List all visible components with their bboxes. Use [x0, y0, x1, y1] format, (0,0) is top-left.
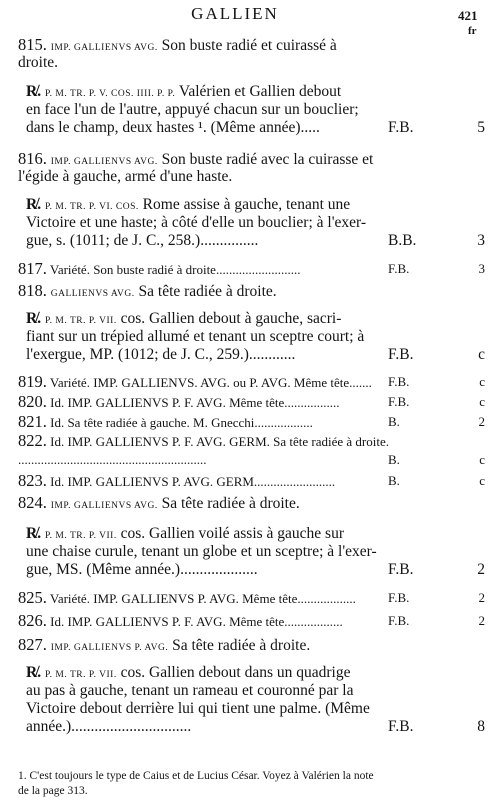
description-text: .......................................................... — [18, 452, 207, 467]
rarity-column — [388, 260, 485, 278]
description-text: Sa tête radiée à droite. — [138, 283, 277, 300]
reverse-mark: R̸. — [26, 664, 42, 681]
rarity-column — [388, 119, 485, 137]
description-text: cos. Gallien debout dans un quadrige — [120, 664, 351, 681]
page-number: 421 — [458, 8, 478, 23]
legend-text: P. M. TR. P. V. COS. IIII. P. P. — [44, 89, 176, 99]
rarity-grade: F.B. — [388, 119, 414, 136]
catalog-line — [18, 393, 485, 412]
catalog-line — [26, 83, 485, 103]
entry-number: 816. — [18, 149, 47, 168]
description-text: Variété. IMP. GALLIENVS P. AVG. Même tête.................. — [49, 591, 356, 606]
catalog-line — [18, 472, 485, 491]
rarity-grade: F.B. — [388, 374, 410, 389]
catalog-line — [26, 119, 485, 137]
catalog-line — [18, 54, 485, 72]
catalog-line — [18, 451, 485, 469]
description-text: fiant sur un trépied allumé et tenant un sceptre court; à — [26, 328, 365, 345]
entry-number: 826. — [18, 611, 47, 630]
rarity-column — [388, 393, 485, 411]
rarity-grade: F.B. — [388, 561, 414, 578]
rarity-grade: B. — [388, 414, 400, 429]
legend-text: P. M. TR. P. VII. — [44, 670, 117, 680]
catalog-line — [26, 214, 485, 232]
rarity-grade: F.B. — [388, 394, 410, 409]
description-text: Id. IMP. GALLIENVS P. F. AVG. Même tête................. — [50, 395, 340, 410]
entry-number: 823. — [18, 471, 47, 490]
price-value: 5 — [477, 119, 485, 136]
catalog-line — [18, 494, 485, 515]
catalog-line — [18, 636, 485, 657]
description-text: droite. — [18, 54, 59, 71]
price-value: 2 — [478, 590, 485, 605]
rarity-column — [388, 612, 485, 630]
catalog-line — [18, 168, 485, 186]
legend-text: IMP. GALLIENVS AVG. — [50, 157, 158, 167]
catalog-line — [18, 413, 485, 432]
price-value: 3 — [477, 232, 485, 249]
rarity-column — [388, 346, 485, 364]
legend-text: GALLIENVS AVG. — [50, 289, 135, 299]
catalog-line — [26, 700, 485, 718]
reverse-mark: R̸. — [26, 525, 42, 542]
catalog-line — [26, 101, 485, 119]
catalog-line — [26, 543, 485, 561]
catalog-line — [18, 373, 485, 392]
legend-text: P. M. TR. P. VI. COS. — [44, 202, 139, 212]
rarity-column — [388, 472, 485, 490]
price-value: 8 — [477, 718, 485, 735]
entry-number: 817. — [18, 259, 47, 278]
description-text: Rome assise à gauche, tenant une — [142, 196, 351, 213]
description-text: Variété. Son buste radié à droite.......................... — [49, 262, 301, 277]
description-text: Victoire et une haste; à côté d'elle un bouclier; à l'exer- — [26, 214, 367, 231]
catalog-line — [26, 718, 485, 736]
entry-number: 825. — [18, 588, 47, 607]
legend-text: P. M. TR. P. VII. — [44, 316, 117, 326]
price-value: 2 — [478, 613, 485, 628]
description-text: Id. Sa tête radiée à gauche. M. Gnecchi.................. — [50, 415, 313, 430]
description-text: Id. IMP. GALLIENVS P. AVG. GERM......................... — [50, 474, 336, 489]
catalog-line — [26, 232, 485, 250]
description-text: cos. Gallien voilé assis à gauche sur — [120, 525, 345, 542]
price-value: c — [478, 346, 485, 363]
rarity-grade: B. — [388, 452, 400, 467]
rarity-grade: B. — [388, 473, 400, 488]
description-text: au pas à gauche, tenant un rameau et couronné par la — [26, 682, 354, 699]
reverse-mark: R̸. — [26, 196, 42, 213]
price-value: 3 — [478, 261, 485, 276]
rarity-column — [388, 718, 485, 736]
price-value: 2 — [477, 561, 485, 578]
entry-number: 824. — [18, 493, 47, 512]
rarity-grade: B.B. — [388, 232, 417, 249]
rarity-column — [388, 451, 485, 469]
description-text: Sa tête radiée à droite. — [161, 495, 300, 512]
catalog-line — [26, 196, 485, 216]
rarity-column — [388, 413, 485, 431]
legend-text: IMP. GALLIENVS AVG. — [50, 43, 158, 53]
catalog-line — [18, 260, 485, 279]
description-text: gue, MS. (Même année.).................... — [26, 561, 258, 578]
entry-number: 820. — [18, 392, 47, 411]
catalog-line — [18, 612, 485, 631]
catalog-line — [26, 525, 485, 545]
rarity-grade: F.B. — [388, 718, 414, 735]
price-value: c — [479, 394, 485, 409]
description-text: Id. IMP. GALLIENVS P. F. AVG. Même tête.................. — [50, 614, 343, 629]
rarity-grade: F.B. — [388, 346, 414, 363]
currency-label: fr — [468, 25, 477, 37]
entry-number: 821. — [18, 412, 47, 431]
description-text: dans le champ, deux hastes ¹. (Même année)..... — [26, 119, 320, 136]
rarity-grade: F.B. — [388, 590, 410, 605]
catalog-line — [26, 561, 485, 579]
entry-number: 827. — [18, 635, 47, 654]
entry-number: 819. — [18, 372, 47, 391]
description-text: Sa tête radiée à droite. — [172, 637, 311, 654]
footnote-line-1: 1. C'est toujours le type de Caius et de Lucius César. Voyez à Valérien la note — [18, 770, 374, 782]
legend-text: P. M. TR. P. VII. — [44, 531, 117, 541]
price-value: 2 — [478, 414, 485, 429]
entry-number: 822. — [18, 431, 47, 450]
description-text: Son buste radié avec la cuirasse et — [161, 151, 374, 168]
catalog-line — [26, 682, 485, 700]
entry-number: 818. — [18, 281, 47, 300]
legend-text: IMP. GALLIENVS P. AVG. — [50, 643, 169, 653]
rarity-grade: F.B. — [388, 613, 410, 628]
price-value: c — [479, 374, 485, 389]
price-value: c — [479, 473, 485, 488]
page-title: GALLIEN — [191, 4, 279, 23]
description-text: Id. IMP. GALLIENVS P. F. AVG. GERM. Sa tête radiée à droite. — [50, 434, 389, 449]
catalog-line — [26, 664, 485, 684]
rarity-column — [388, 561, 485, 579]
description-text: l'exergue, MP. (1012; de J. C., 259.)............ — [26, 346, 296, 363]
rarity-grade: F.B. — [388, 261, 410, 276]
description-text: en face l'un de l'autre, appuyé chacun sur un bouclier; — [26, 101, 359, 118]
entry-number: 815. — [18, 35, 47, 54]
catalog-line — [26, 346, 485, 364]
description-text: Victoire debout derrière lui qui tient une palme. (Même — [26, 700, 370, 717]
catalog-line — [26, 328, 485, 346]
rarity-column — [388, 589, 485, 607]
description-text: l'égide à gauche, armé d'une haste. — [18, 168, 233, 185]
rarity-column — [388, 373, 485, 391]
description-text: Valérien et Gallien debout — [178, 83, 342, 100]
reverse-mark: R̸. — [26, 83, 42, 100]
reverse-mark: R̸. — [26, 310, 42, 327]
rarity-column — [388, 232, 485, 250]
description-text: Variété. IMP. GALLIENVS. AVG. ou P. AVG. Même tête....... — [49, 375, 372, 390]
catalog-line — [26, 310, 485, 330]
description-text: une chaise curule, tenant un globe et un sceptre; à l'exer- — [26, 543, 377, 560]
legend-text: IMP. GALLIENVS AVG. — [50, 501, 158, 511]
price-value: c — [479, 452, 485, 467]
catalog-line — [18, 589, 485, 608]
description-text: cos. Gallien debout à gauche, sacri- — [120, 310, 342, 327]
description-text: année.)............................... — [26, 718, 192, 735]
description-text: Son buste radié et cuirassé à — [161, 37, 337, 54]
catalog-line — [18, 282, 485, 303]
footnote-line-2: de la page 313. — [18, 785, 88, 797]
catalog-line — [18, 432, 485, 451]
description-text: gue, s. (1011; de J. C., 258.)............... — [26, 232, 259, 249]
